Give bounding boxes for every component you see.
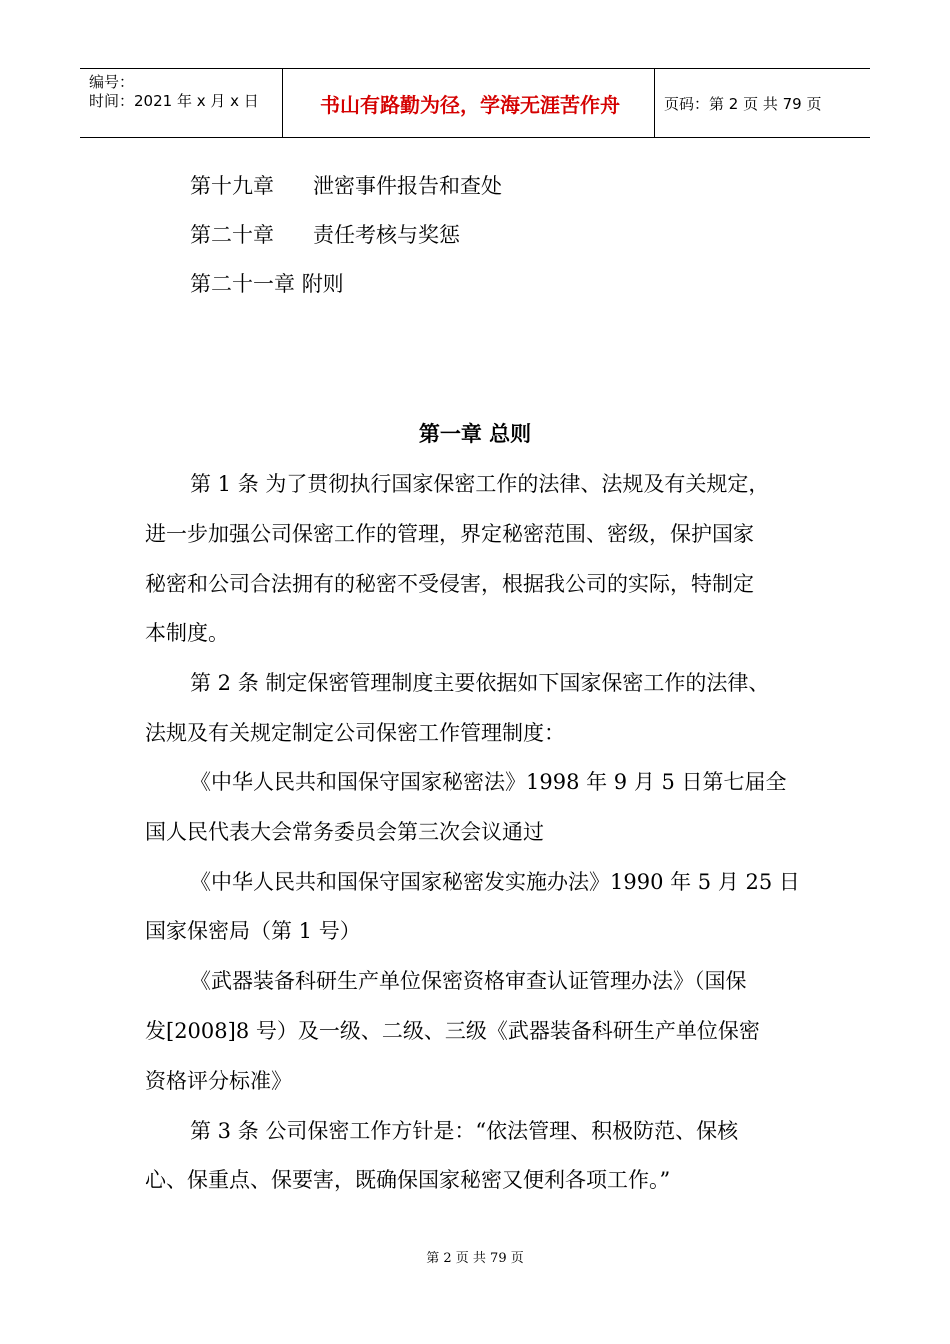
body-line: 资格评分标准》	[145, 1069, 292, 1093]
body-line: 心、保重点、保要害，既确保国家秘密又便利各项工作。”	[145, 1168, 671, 1192]
toc-title: 责任考核与奖惩	[313, 223, 460, 247]
body-line: 本制度。	[145, 621, 229, 645]
toc-chapter: 第二十一章	[190, 272, 295, 296]
document-header	[80, 68, 870, 138]
toc-title: 附则	[301, 272, 344, 296]
toc-chapter: 第二十章	[190, 223, 274, 247]
body-line: 第 2 条 制定保密管理制度主要依据如下国家保密工作的法律、	[190, 671, 770, 695]
header-divider	[282, 69, 283, 137]
body-line: 《中华人民共和国保守国家秘密法》1998 年 9 月 5 日第七届全	[190, 770, 787, 794]
body-line: 《武器装备科研生产单位保密资格审查认证管理办法》（国保	[190, 969, 747, 993]
toc-title: 泄密事件报告和查处	[313, 174, 502, 198]
toc-item	[190, 270, 344, 298]
header-motto: 书山有路勤为径，学海无涯苦作舟	[320, 92, 620, 117]
header-divider	[654, 69, 655, 137]
body-line: 《中华人民共和国保守国家秘密发实施办法》1990 年 5 月 25 日	[190, 870, 800, 894]
body-line: 法规及有关规定制定公司保密工作管理制度：	[145, 721, 565, 745]
body-line: 发[2008]8 号）及一级、二级、三级《武器装备科研生产单位保密	[145, 1019, 760, 1043]
page-footer: 第 2 页 共 79 页	[426, 1251, 524, 1266]
header-page-info: 页码：第 2 页 共 79 页	[664, 94, 822, 113]
toc-item	[190, 172, 502, 200]
body-line: 秘密和公司合法拥有的秘密不受侵害，根据我公司的实际，特制定	[145, 572, 754, 596]
document-date: 时间：2021 年 x 月 x 日	[89, 92, 259, 110]
body-line: 国人民代表大会常务委员会第三次会议通过	[145, 820, 544, 844]
chapter-title: 第一章 总则	[418, 421, 532, 446]
body-line: 第 1 条 为了贯彻执行国家保密工作的法律、法规及有关规定，	[190, 472, 770, 496]
toc-item	[190, 221, 460, 249]
toc-chapter: 第十九章	[190, 174, 274, 198]
document-number-label: 编号：	[89, 73, 135, 91]
body-line: 第 3 条 公司保密工作方针是：“依法管理、积极防范、保核	[190, 1119, 739, 1143]
body-line: 进一步加强公司保密工作的管理，界定秘密范围、密级，保护国家	[145, 522, 754, 546]
body-line: 国家保密局（第 1 号）	[145, 919, 361, 943]
header-meta	[89, 73, 259, 111]
